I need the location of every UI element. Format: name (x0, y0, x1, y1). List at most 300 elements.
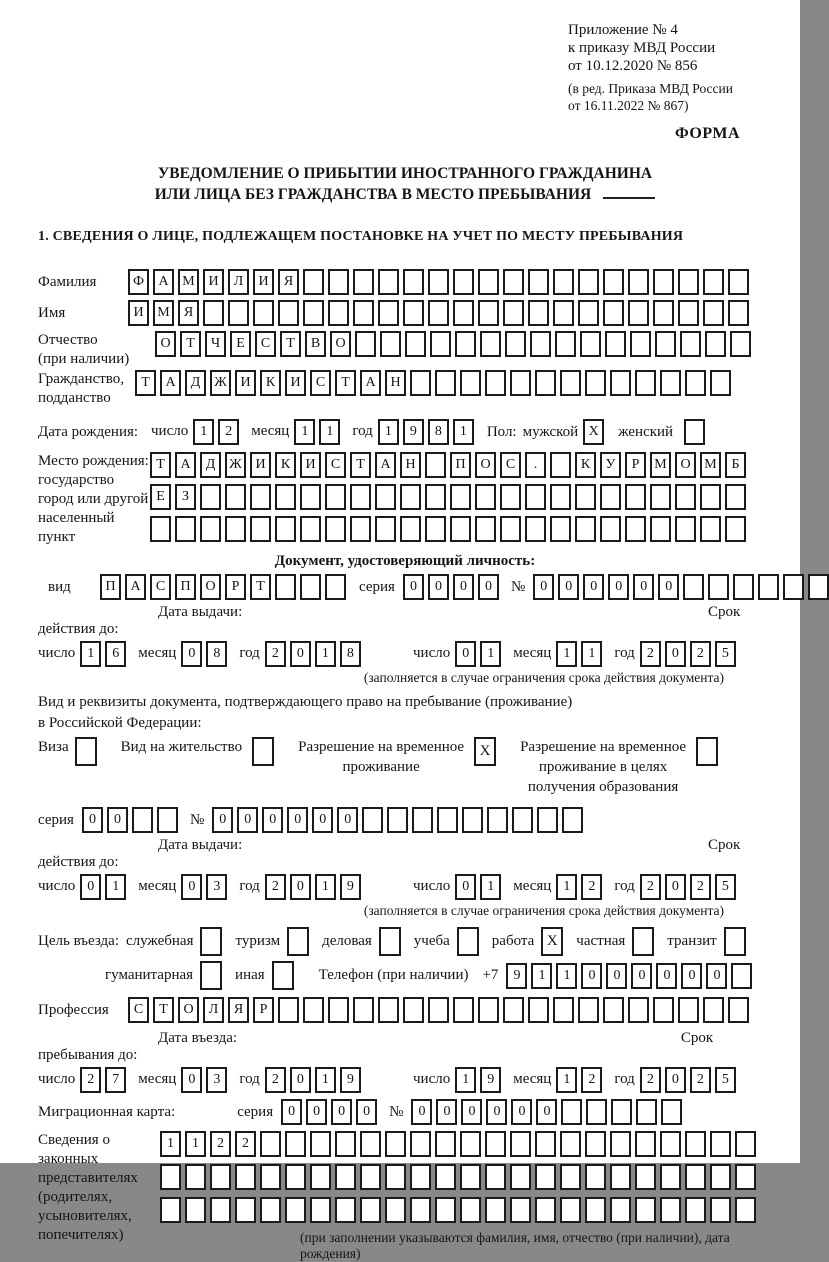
purpose-checkbox[interactable]: X (541, 927, 563, 956)
char-cell[interactable] (530, 331, 551, 357)
char-cell[interactable]: Ж (210, 370, 231, 396)
char-cell[interactable]: М (650, 452, 671, 478)
birth-date-input[interactable] (151, 419, 474, 445)
date-cell[interactable]: 3 (206, 1067, 227, 1093)
char-cell[interactable] (660, 1164, 681, 1190)
char-cell[interactable] (728, 997, 749, 1023)
char-cell[interactable] (350, 484, 371, 510)
char-cell[interactable] (410, 1197, 431, 1223)
char-cell[interactable]: Л (203, 997, 224, 1023)
legal-reps-row1-input[interactable] (160, 1131, 772, 1157)
char-cell[interactable] (703, 269, 724, 295)
purpose-checkbox[interactable] (200, 927, 222, 956)
char-cell[interactable]: М (700, 452, 721, 478)
char-cell[interactable]: О (155, 331, 176, 357)
char-cell[interactable]: И (250, 452, 271, 478)
char-cell[interactable] (635, 370, 656, 396)
char-cell[interactable] (435, 1131, 456, 1157)
char-cell[interactable] (185, 1197, 206, 1223)
char-cell[interactable] (275, 484, 296, 510)
char-cell[interactable] (460, 1164, 481, 1190)
char-cell[interactable] (685, 1131, 706, 1157)
char-cell[interactable] (475, 484, 496, 510)
char-cell[interactable]: А (125, 574, 146, 600)
char-cell[interactable] (528, 300, 549, 326)
migration-number-input[interactable] (411, 1099, 682, 1125)
char-cell[interactable]: Р (625, 452, 646, 478)
date-cell[interactable]: 2 (640, 641, 661, 667)
char-cell[interactable]: Д (200, 452, 221, 478)
char-cell[interactable] (560, 1197, 581, 1223)
char-cell[interactable]: К (275, 452, 296, 478)
char-cell[interactable] (731, 963, 752, 989)
doc-number-input[interactable] (533, 574, 829, 600)
char-cell[interactable] (387, 807, 408, 833)
char-cell[interactable] (725, 484, 746, 510)
char-cell[interactable] (610, 1164, 631, 1190)
char-cell[interactable]: Т (150, 452, 171, 478)
char-cell[interactable] (235, 1164, 256, 1190)
char-cell[interactable]: Ф (128, 269, 149, 295)
char-cell[interactable] (450, 516, 471, 542)
char-cell[interactable] (685, 1164, 706, 1190)
char-cell[interactable] (580, 331, 601, 357)
char-cell[interactable] (410, 1164, 431, 1190)
char-cell[interactable] (278, 300, 299, 326)
char-cell[interactable]: 0 (287, 807, 308, 833)
char-cell[interactable]: 0 (212, 807, 233, 833)
char-cell[interactable] (628, 269, 649, 295)
char-cell[interactable]: В (305, 331, 326, 357)
char-cell[interactable]: А (160, 370, 181, 396)
date-cell[interactable]: 0 (181, 874, 202, 900)
char-cell[interactable] (428, 997, 449, 1023)
char-cell[interactable] (585, 370, 606, 396)
char-cell[interactable]: 0 (436, 1099, 457, 1125)
char-cell[interactable] (561, 1099, 582, 1125)
date-cell[interactable]: 2 (265, 874, 286, 900)
char-cell[interactable] (655, 331, 676, 357)
char-cell[interactable]: Б (725, 452, 746, 478)
char-cell[interactable]: Е (230, 331, 251, 357)
char-cell[interactable]: Н (385, 370, 406, 396)
stay-until-date-input[interactable] (413, 1071, 736, 1087)
purpose-checkbox[interactable] (457, 927, 479, 956)
char-cell[interactable]: 1 (556, 963, 577, 989)
purpose-checkbox[interactable] (724, 927, 746, 956)
char-cell[interactable] (453, 300, 474, 326)
char-cell[interactable] (510, 1197, 531, 1223)
char-cell[interactable] (611, 1099, 632, 1125)
char-cell[interactable] (603, 269, 624, 295)
date-cell[interactable]: 1 (315, 874, 336, 900)
char-cell[interactable] (435, 370, 456, 396)
char-cell[interactable] (808, 574, 829, 600)
char-cell[interactable]: 0 (631, 963, 652, 989)
char-cell[interactable] (510, 370, 531, 396)
date-cell[interactable]: 9 (403, 419, 424, 445)
gender-female-checkbox[interactable] (684, 419, 705, 445)
char-cell[interactable] (355, 331, 376, 357)
char-cell[interactable] (510, 1131, 531, 1157)
char-cell[interactable] (328, 997, 349, 1023)
entry-date-input[interactable] (38, 1071, 361, 1087)
char-cell[interactable] (453, 997, 474, 1023)
date-cell[interactable]: 7 (105, 1067, 126, 1093)
char-cell[interactable]: 0 (533, 574, 554, 600)
char-cell[interactable] (437, 807, 458, 833)
date-cell[interactable]: 2 (80, 1067, 101, 1093)
date-cell[interactable]: 0 (290, 1067, 311, 1093)
doc-issue-date-input[interactable] (38, 645, 361, 661)
char-cell[interactable] (650, 516, 671, 542)
char-cell[interactable]: 0 (403, 574, 424, 600)
birthplace-row3-input[interactable] (150, 516, 746, 542)
char-cell[interactable] (578, 269, 599, 295)
date-cell[interactable]: 1 (319, 419, 340, 445)
char-cell[interactable]: Т (250, 574, 271, 600)
char-cell[interactable] (586, 1099, 607, 1125)
char-cell[interactable] (680, 331, 701, 357)
legal-reps-row3-input[interactable] (160, 1197, 772, 1223)
char-cell[interactable] (425, 452, 446, 478)
char-cell[interactable]: 0 (331, 1099, 352, 1125)
date-cell[interactable]: 1 (480, 874, 501, 900)
char-cell[interactable]: О (675, 452, 696, 478)
char-cell[interactable]: Т (153, 997, 174, 1023)
date-cell[interactable]: 5 (715, 641, 736, 667)
char-cell[interactable]: Я (178, 300, 199, 326)
char-cell[interactable] (585, 1197, 606, 1223)
char-cell[interactable] (480, 331, 501, 357)
char-cell[interactable] (310, 1131, 331, 1157)
doc-series-input[interactable] (403, 574, 499, 600)
char-cell[interactable]: 0 (606, 963, 627, 989)
date-cell[interactable]: 8 (206, 641, 227, 667)
char-cell[interactable] (585, 1164, 606, 1190)
char-cell[interactable] (425, 516, 446, 542)
char-cell[interactable] (685, 370, 706, 396)
char-cell[interactable] (550, 452, 571, 478)
visa-checkbox[interactable] (75, 737, 97, 766)
char-cell[interactable] (710, 1131, 731, 1157)
surname-input[interactable] (128, 269, 749, 295)
char-cell[interactable]: О (178, 997, 199, 1023)
char-cell[interactable] (275, 516, 296, 542)
char-cell[interactable]: 0 (312, 807, 333, 833)
char-cell[interactable] (478, 300, 499, 326)
char-cell[interactable] (585, 1131, 606, 1157)
date-cell[interactable]: 2 (581, 874, 602, 900)
char-cell[interactable]: И (235, 370, 256, 396)
char-cell[interactable] (328, 300, 349, 326)
char-cell[interactable]: Т (280, 331, 301, 357)
citizenship-input[interactable] (135, 370, 731, 396)
char-cell[interactable] (450, 484, 471, 510)
date-cell[interactable]: 5 (715, 1067, 736, 1093)
char-cell[interactable]: 0 (306, 1099, 327, 1125)
purpose-checkbox[interactable] (379, 927, 401, 956)
char-cell[interactable]: П (100, 574, 121, 600)
char-cell[interactable] (485, 1197, 506, 1223)
date-cell[interactable]: 8 (428, 419, 449, 445)
char-cell[interactable]: Д (185, 370, 206, 396)
residence-permit-checkbox[interactable] (252, 737, 274, 766)
char-cell[interactable] (512, 807, 533, 833)
purpose-checkbox[interactable] (272, 961, 294, 990)
char-cell[interactable] (300, 574, 321, 600)
date-cell[interactable]: 2 (640, 874, 661, 900)
char-cell[interactable] (528, 269, 549, 295)
char-cell[interactable] (303, 269, 324, 295)
char-cell[interactable] (700, 484, 721, 510)
char-cell[interactable]: 0 (511, 1099, 532, 1125)
date-cell[interactable]: 2 (265, 641, 286, 667)
date-cell[interactable]: 2 (581, 1067, 602, 1093)
char-cell[interactable] (678, 997, 699, 1023)
char-cell[interactable]: 0 (633, 574, 654, 600)
migration-series-input[interactable] (281, 1099, 377, 1125)
temp-residence-education-checkbox[interactable] (696, 737, 718, 766)
char-cell[interactable] (610, 1197, 631, 1223)
char-cell[interactable]: 1 (185, 1131, 206, 1157)
char-cell[interactable] (630, 331, 651, 357)
date-cell[interactable]: 1 (556, 874, 577, 900)
char-cell[interactable] (535, 1131, 556, 1157)
char-cell[interactable] (300, 484, 321, 510)
char-cell[interactable]: Р (225, 574, 246, 600)
char-cell[interactable]: 0 (706, 963, 727, 989)
char-cell[interactable] (560, 1164, 581, 1190)
char-cell[interactable] (428, 269, 449, 295)
char-cell[interactable] (728, 300, 749, 326)
char-cell[interactable] (685, 1197, 706, 1223)
char-cell[interactable] (410, 370, 431, 396)
date-cell[interactable]: 0 (455, 874, 476, 900)
char-cell[interactable]: Л (228, 269, 249, 295)
char-cell[interactable] (708, 574, 729, 600)
char-cell[interactable]: Ч (205, 331, 226, 357)
char-cell[interactable]: О (475, 452, 496, 478)
char-cell[interactable] (425, 484, 446, 510)
char-cell[interactable] (703, 300, 724, 326)
date-cell[interactable]: 9 (340, 1067, 361, 1093)
char-cell[interactable] (385, 1197, 406, 1223)
char-cell[interactable] (705, 331, 726, 357)
char-cell[interactable] (412, 807, 433, 833)
char-cell[interactable] (378, 269, 399, 295)
date-cell[interactable]: 2 (690, 1067, 711, 1093)
char-cell[interactable]: 0 (107, 807, 128, 833)
char-cell[interactable] (462, 807, 483, 833)
char-cell[interactable] (460, 1131, 481, 1157)
char-cell[interactable]: 2 (235, 1131, 256, 1157)
date-cell[interactable]: 2 (690, 641, 711, 667)
date-cell[interactable]: 0 (181, 641, 202, 667)
char-cell[interactable] (653, 997, 674, 1023)
char-cell[interactable]: Н (400, 452, 421, 478)
date-cell[interactable]: 1 (193, 419, 214, 445)
char-cell[interactable] (735, 1131, 756, 1157)
char-cell[interactable] (625, 484, 646, 510)
char-cell[interactable] (225, 484, 246, 510)
char-cell[interactable]: 0 (608, 574, 629, 600)
char-cell[interactable]: Ж (225, 452, 246, 478)
char-cell[interactable]: П (450, 452, 471, 478)
char-cell[interactable]: 0 (281, 1099, 302, 1125)
char-cell[interactable] (503, 300, 524, 326)
char-cell[interactable] (653, 269, 674, 295)
char-cell[interactable] (403, 997, 424, 1023)
char-cell[interactable] (635, 1131, 656, 1157)
char-cell[interactable] (550, 516, 571, 542)
char-cell[interactable] (636, 1099, 657, 1125)
char-cell[interactable] (710, 1197, 731, 1223)
char-cell[interactable]: И (285, 370, 306, 396)
char-cell[interactable] (478, 997, 499, 1023)
char-cell[interactable]: 0 (536, 1099, 557, 1125)
patronymic-input[interactable] (155, 331, 751, 357)
char-cell[interactable]: А (153, 269, 174, 295)
name-input[interactable] (128, 300, 749, 326)
char-cell[interactable]: И (128, 300, 149, 326)
char-cell[interactable] (430, 331, 451, 357)
char-cell[interactable] (683, 574, 704, 600)
date-cell[interactable]: 1 (455, 1067, 476, 1093)
char-cell[interactable]: . (525, 452, 546, 478)
char-cell[interactable]: 0 (428, 574, 449, 600)
char-cell[interactable]: А (175, 452, 196, 478)
date-cell[interactable]: 3 (206, 874, 227, 900)
char-cell[interactable]: К (260, 370, 281, 396)
char-cell[interactable] (353, 300, 374, 326)
char-cell[interactable]: 0 (453, 574, 474, 600)
char-cell[interactable] (210, 1197, 231, 1223)
char-cell[interactable] (650, 484, 671, 510)
char-cell[interactable]: О (330, 331, 351, 357)
char-cell[interactable] (203, 300, 224, 326)
char-cell[interactable] (435, 1164, 456, 1190)
char-cell[interactable] (505, 331, 526, 357)
date-cell[interactable]: 9 (480, 1067, 501, 1093)
char-cell[interactable]: И (300, 452, 321, 478)
char-cell[interactable] (360, 1197, 381, 1223)
char-cell[interactable] (675, 516, 696, 542)
char-cell[interactable] (310, 1197, 331, 1223)
purpose-checkbox[interactable] (287, 927, 309, 956)
char-cell[interactable] (535, 1164, 556, 1190)
char-cell[interactable] (625, 516, 646, 542)
date-cell[interactable]: 1 (105, 874, 126, 900)
char-cell[interactable]: И (253, 269, 274, 295)
char-cell[interactable]: С (150, 574, 171, 600)
char-cell[interactable]: 0 (658, 574, 679, 600)
char-cell[interactable] (628, 300, 649, 326)
char-cell[interactable] (428, 300, 449, 326)
phone-input[interactable] (506, 963, 752, 989)
char-cell[interactable] (487, 807, 508, 833)
char-cell[interactable]: М (153, 300, 174, 326)
char-cell[interactable] (660, 1197, 681, 1223)
date-cell[interactable]: 1 (556, 641, 577, 667)
char-cell[interactable]: С (325, 452, 346, 478)
char-cell[interactable]: 1 (160, 1131, 181, 1157)
char-cell[interactable] (603, 997, 624, 1023)
char-cell[interactable] (600, 516, 621, 542)
char-cell[interactable] (653, 300, 674, 326)
doc-type-input[interactable] (100, 574, 346, 600)
char-cell[interactable] (553, 300, 574, 326)
char-cell[interactable] (700, 516, 721, 542)
birthplace-row1-input[interactable] (150, 452, 746, 478)
char-cell[interactable]: 2 (210, 1131, 231, 1157)
char-cell[interactable] (485, 1131, 506, 1157)
char-cell[interactable] (675, 484, 696, 510)
char-cell[interactable]: 0 (681, 963, 702, 989)
char-cell[interactable] (550, 484, 571, 510)
char-cell[interactable] (560, 370, 581, 396)
char-cell[interactable] (500, 484, 521, 510)
char-cell[interactable] (405, 331, 426, 357)
char-cell[interactable] (600, 484, 621, 510)
char-cell[interactable] (455, 331, 476, 357)
char-cell[interactable] (460, 1197, 481, 1223)
char-cell[interactable] (335, 1197, 356, 1223)
char-cell[interactable] (253, 300, 274, 326)
char-cell[interactable] (160, 1164, 181, 1190)
char-cell[interactable] (285, 1197, 306, 1223)
char-cell[interactable] (410, 1131, 431, 1157)
date-cell[interactable]: 9 (340, 874, 361, 900)
char-cell[interactable]: Я (228, 997, 249, 1023)
char-cell[interactable] (435, 1197, 456, 1223)
date-cell[interactable]: 0 (181, 1067, 202, 1093)
date-cell[interactable]: 6 (105, 641, 126, 667)
char-cell[interactable] (378, 300, 399, 326)
char-cell[interactable] (225, 516, 246, 542)
char-cell[interactable] (610, 1131, 631, 1157)
char-cell[interactable] (335, 1164, 356, 1190)
char-cell[interactable] (730, 331, 751, 357)
char-cell[interactable] (528, 997, 549, 1023)
char-cell[interactable] (575, 484, 596, 510)
char-cell[interactable] (500, 516, 521, 542)
char-cell[interactable] (733, 574, 754, 600)
date-cell[interactable]: 1 (378, 419, 399, 445)
date-cell[interactable]: 1 (294, 419, 315, 445)
char-cell[interactable] (303, 300, 324, 326)
profession-input[interactable] (128, 997, 749, 1023)
char-cell[interactable]: А (360, 370, 381, 396)
char-cell[interactable] (453, 269, 474, 295)
char-cell[interactable] (210, 1164, 231, 1190)
char-cell[interactable]: Я (278, 269, 299, 295)
char-cell[interactable] (510, 1164, 531, 1190)
char-cell[interactable] (758, 574, 779, 600)
char-cell[interactable]: 0 (262, 807, 283, 833)
char-cell[interactable] (535, 370, 556, 396)
char-cell[interactable] (200, 516, 221, 542)
char-cell[interactable]: С (500, 452, 521, 478)
char-cell[interactable]: Т (335, 370, 356, 396)
char-cell[interactable] (578, 997, 599, 1023)
char-cell[interactable] (385, 1131, 406, 1157)
char-cell[interactable]: П (175, 574, 196, 600)
char-cell[interactable]: 0 (656, 963, 677, 989)
char-cell[interactable] (380, 331, 401, 357)
char-cell[interactable] (375, 516, 396, 542)
date-cell[interactable]: 1 (315, 641, 336, 667)
